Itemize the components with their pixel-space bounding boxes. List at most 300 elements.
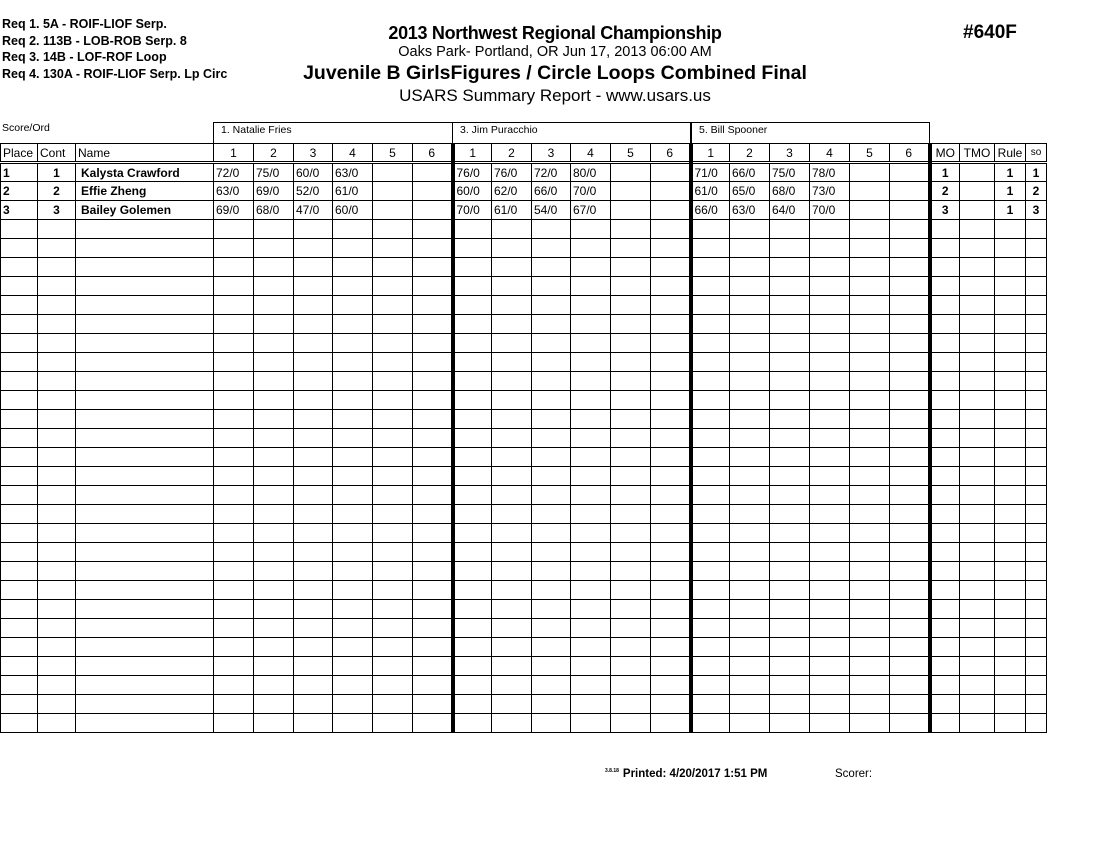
tmo-cell [960,372,995,391]
mo-cell [930,429,960,448]
j2-score-3 [532,505,571,524]
j2-score-4: 67/0 [571,201,611,220]
j3-score-4 [810,581,850,600]
j3-score-6 [890,163,930,182]
j3-score-6 [890,391,930,410]
scorer-label: Scorer: [835,768,873,780]
rule-cell [995,334,1026,353]
j3-score-3 [770,619,810,638]
j3-score-3 [770,448,810,467]
j1-score-1 [214,505,254,524]
j3-score-1 [691,695,730,714]
j1-score-3 [294,543,333,562]
col-cont: Cont [38,144,76,163]
mo-cell [930,315,960,334]
j3-score-5 [850,505,890,524]
j3-score-3 [770,391,810,410]
j3-score-1 [691,334,730,353]
j2-score-2 [492,581,532,600]
j2-score-4 [571,657,611,676]
j1-score-4 [333,315,373,334]
j3-score-4 [810,372,850,391]
mo-cell [930,505,960,524]
j3-score-1: 66/0 [691,201,730,220]
j1-score-5 [373,220,413,239]
rule-cell [995,429,1026,448]
j1-score-1 [214,429,254,448]
j3-score-6 [890,600,930,619]
tmo-cell [960,600,995,619]
rule-cell [995,695,1026,714]
j3-score-1 [691,372,730,391]
j2-score-1 [453,619,492,638]
tmo-cell [960,429,995,448]
j1-score-1 [214,391,254,410]
j2-score-2 [492,391,532,410]
j1-score-3 [294,581,333,600]
cont-cell [38,676,76,695]
j2-fig-3: 3 [532,144,571,163]
rule-cell [995,239,1026,258]
j3-score-6 [890,315,930,334]
rule-cell [995,714,1026,733]
name-cell [76,258,214,277]
name-cell: Kalysta Crawford [76,163,214,182]
j1-score-6 [413,638,453,657]
j2-score-3 [532,524,571,543]
j3-score-1 [691,448,730,467]
j3-score-5 [850,163,890,182]
j3-score-3 [770,714,810,733]
name-cell [76,676,214,695]
j2-score-3 [532,239,571,258]
j1-score-6 [413,429,453,448]
j1-score-5 [373,714,413,733]
j1-score-2 [254,543,294,562]
j3-score-1 [691,505,730,524]
j1-score-5 [373,239,413,258]
place-cell: 3 [1,201,38,220]
j3-score-5 [850,524,890,543]
judge-1-header: 1. Natalie Fries [213,122,453,143]
tmo-cell [960,239,995,258]
tmo-cell [960,657,995,676]
j3-score-6 [890,524,930,543]
j2-score-4: 80/0 [571,163,611,182]
j2-score-1 [453,486,492,505]
j1-score-4 [333,714,373,733]
j1-score-2 [254,714,294,733]
j3-score-6 [890,334,930,353]
j1-score-6 [413,372,453,391]
mo-cell [930,220,960,239]
results-body [1,163,1047,733]
j1-score-4 [333,239,373,258]
empty-row [1,410,1047,429]
j1-score-4 [333,619,373,638]
j1-score-5 [373,391,413,410]
column-header-row [1,144,1047,163]
mo-cell: 1 [930,163,960,182]
j1-score-1: 72/0 [214,163,254,182]
j2-score-3 [532,220,571,239]
name-cell: Effie Zheng [76,182,214,201]
j1-score-5 [373,581,413,600]
j2-score-6 [651,315,691,334]
rule-cell: 1 [995,163,1026,182]
empty-row [1,505,1047,524]
j3-score-5 [850,676,890,695]
j3-score-6 [890,543,930,562]
empty-row [1,372,1047,391]
mo-cell [930,657,960,676]
mo-cell [930,714,960,733]
j2-score-2 [492,714,532,733]
j3-score-1 [691,277,730,296]
j3-fig-1: 1 [691,144,730,163]
j3-score-3 [770,505,810,524]
empty-row [1,619,1047,638]
j3-score-3 [770,296,810,315]
j3-score-3 [770,543,810,562]
j1-score-4 [333,429,373,448]
cont-cell [38,524,76,543]
j1-score-6 [413,600,453,619]
j3-score-6 [890,695,930,714]
j2-score-5 [611,486,651,505]
j2-score-2 [492,676,532,695]
j2-score-4 [571,714,611,733]
j3-score-6 [890,486,930,505]
mo-cell [930,467,960,486]
j1-score-4 [333,353,373,372]
j1-score-1 [214,296,254,315]
empty-row [1,334,1047,353]
col-rule: Rule [995,144,1026,163]
j3-fig-2: 2 [730,144,770,163]
j2-score-3 [532,429,571,448]
j2-score-1 [453,638,492,657]
j2-score-2 [492,467,532,486]
so-cell [1026,543,1047,562]
j3-score-5 [850,562,890,581]
cont-cell [38,657,76,676]
j1-score-4 [333,448,373,467]
j3-score-4 [810,391,850,410]
rule-cell: 1 [995,201,1026,220]
j3-score-1 [691,486,730,505]
j2-score-5 [611,258,651,277]
j1-score-2: 75/0 [254,163,294,182]
name-cell [76,581,214,600]
j3-score-4 [810,676,850,695]
j1-score-4 [333,657,373,676]
j2-score-4 [571,638,611,657]
j1-score-2 [254,581,294,600]
mo-cell [930,353,960,372]
place-cell: 2 [1,182,38,201]
cont-cell: 2 [38,182,76,201]
place-cell [1,372,38,391]
j1-score-3 [294,619,333,638]
j3-score-5 [850,486,890,505]
j2-score-4 [571,562,611,581]
j1-score-3 [294,486,333,505]
tmo-cell [960,410,995,429]
j3-score-5 [850,467,890,486]
mo-cell [930,581,960,600]
so-cell [1026,334,1047,353]
j3-score-2 [730,239,770,258]
j1-score-2 [254,695,294,714]
name-cell [76,543,214,562]
tmo-cell [960,201,995,220]
j1-score-5 [373,657,413,676]
j1-score-5 [373,163,413,182]
j2-score-5 [611,505,651,524]
j1-score-6 [413,543,453,562]
rule-cell [995,353,1026,372]
j1-score-2 [254,296,294,315]
j1-score-6 [413,163,453,182]
j3-score-4 [810,714,850,733]
j2-score-5 [611,638,651,657]
j2-score-2 [492,448,532,467]
mo-cell: 2 [930,182,960,201]
j1-score-4 [333,486,373,505]
j1-score-4 [333,676,373,695]
j2-score-5 [611,619,651,638]
j3-score-2 [730,676,770,695]
j3-score-1: 71/0 [691,163,730,182]
j3-score-4 [810,486,850,505]
j1-score-6 [413,410,453,429]
name-cell: Bailey Golemen [76,201,214,220]
place-cell [1,676,38,695]
j2-score-5 [611,334,651,353]
j3-score-6 [890,657,930,676]
j2-score-3: 54/0 [532,201,571,220]
j1-score-4: 61/0 [333,182,373,201]
place-cell [1,562,38,581]
rule-cell [995,657,1026,676]
j2-score-3 [532,676,571,695]
cont-cell [38,239,76,258]
j2-score-2 [492,638,532,657]
j2-score-1 [453,315,492,334]
j3-score-5 [850,201,890,220]
j2-score-6 [651,353,691,372]
j1-score-1 [214,467,254,486]
j1-score-4 [333,467,373,486]
empty-row [1,524,1047,543]
j3-score-1 [691,619,730,638]
j3-score-1 [691,524,730,543]
empty-row [1,581,1047,600]
j3-score-4 [810,562,850,581]
j2-score-3 [532,638,571,657]
so-cell [1026,657,1047,676]
tmo-cell [960,163,995,182]
j1-score-1 [214,220,254,239]
j1-score-1 [214,315,254,334]
j1-score-3 [294,638,333,657]
cont-cell [38,353,76,372]
j3-score-1 [691,543,730,562]
col-tmo: TMO [960,144,995,163]
j2-score-2 [492,600,532,619]
j1-score-6 [413,182,453,201]
printed-date: Printed: 4/20/2017 1:51 PM [622,768,768,780]
so-cell [1026,562,1047,581]
j3-score-2 [730,619,770,638]
so-cell [1026,277,1047,296]
name-cell [76,220,214,239]
so-cell [1026,429,1047,448]
j2-score-2: 61/0 [492,201,532,220]
place-cell [1,429,38,448]
j2-score-3 [532,695,571,714]
j3-score-3 [770,562,810,581]
j3-score-4 [810,543,850,562]
j2-score-6 [651,695,691,714]
report-header [270,22,840,107]
mo-cell [930,448,960,467]
so-cell [1026,714,1047,733]
j3-score-6 [890,220,930,239]
j3-score-5 [850,220,890,239]
j1-score-6 [413,315,453,334]
j2-score-5 [611,562,651,581]
j1-score-3 [294,372,333,391]
j1-score-3 [294,258,333,277]
j2-score-4 [571,448,611,467]
j3-score-4 [810,277,850,296]
j1-score-4 [333,410,373,429]
j2-score-6 [651,600,691,619]
j2-score-6 [651,429,691,448]
j3-fig-3: 3 [770,144,810,163]
requirement-3: Req 3. 14B - LOF-ROF Loop [2,50,167,64]
j3-score-4 [810,448,850,467]
j1-score-2 [254,315,294,334]
j1-score-6 [413,220,453,239]
j2-score-5 [611,372,651,391]
j2-score-4 [571,524,611,543]
j3-score-2 [730,638,770,657]
j3-score-5 [850,543,890,562]
empty-row [1,486,1047,505]
rule-cell [995,448,1026,467]
j1-score-2 [254,220,294,239]
j1-score-3: 52/0 [294,182,333,201]
j2-score-6 [651,220,691,239]
j1-score-1: 63/0 [214,182,254,201]
j2-score-2 [492,353,532,372]
j3-score-4 [810,695,850,714]
mo-cell [930,676,960,695]
j3-score-3 [770,353,810,372]
rule-cell [995,258,1026,277]
j3-score-3 [770,220,810,239]
j3-score-6 [890,676,930,695]
j2-score-6 [651,581,691,600]
j2-score-5 [611,163,651,182]
empty-row [1,315,1047,334]
j2-score-5 [611,600,651,619]
j3-score-3 [770,638,810,657]
cont-cell [38,391,76,410]
cont-cell [38,486,76,505]
j1-score-3: 60/0 [294,163,333,182]
so-cell [1026,391,1047,410]
j3-score-2: 63/0 [730,201,770,220]
empty-row [1,562,1047,581]
j1-score-3 [294,315,333,334]
j2-score-3 [532,410,571,429]
j1-score-6 [413,676,453,695]
tmo-cell [960,714,995,733]
j2-score-6 [651,296,691,315]
j1-score-2 [254,410,294,429]
j3-score-4: 73/0 [810,182,850,201]
j3-score-6 [890,581,930,600]
j2-score-3: 72/0 [532,163,571,182]
so-cell [1026,676,1047,695]
j3-score-4 [810,467,850,486]
j2-score-4 [571,467,611,486]
name-cell [76,562,214,581]
place-cell [1,695,38,714]
j2-score-5 [611,524,651,543]
j1-score-6 [413,334,453,353]
empty-row [1,258,1047,277]
j1-score-1: 69/0 [214,201,254,220]
j3-score-1 [691,315,730,334]
j1-score-2 [254,448,294,467]
j1-score-1 [214,695,254,714]
j1-score-4 [333,505,373,524]
cont-cell: 1 [38,163,76,182]
mo-cell [930,296,960,315]
j1-score-4 [333,581,373,600]
empty-row [1,296,1047,315]
place-cell [1,296,38,315]
j3-score-5 [850,448,890,467]
j1-score-3 [294,239,333,258]
j3-score-6 [890,448,930,467]
j1-score-1 [214,334,254,353]
requirements-list [2,16,227,82]
mo-cell [930,695,960,714]
j3-score-2 [730,334,770,353]
j3-score-6 [890,467,930,486]
j1-score-2 [254,467,294,486]
j3-score-6 [890,505,930,524]
j3-score-6 [890,182,930,201]
j2-score-6 [651,543,691,562]
tmo-cell [960,448,995,467]
j2-score-5 [611,201,651,220]
j1-score-6 [413,581,453,600]
j2-score-1 [453,429,492,448]
j3-score-1 [691,258,730,277]
mo-cell [930,334,960,353]
j1-score-1 [214,239,254,258]
j2-score-3 [532,353,571,372]
mo-cell [930,391,960,410]
j2-score-6 [651,372,691,391]
